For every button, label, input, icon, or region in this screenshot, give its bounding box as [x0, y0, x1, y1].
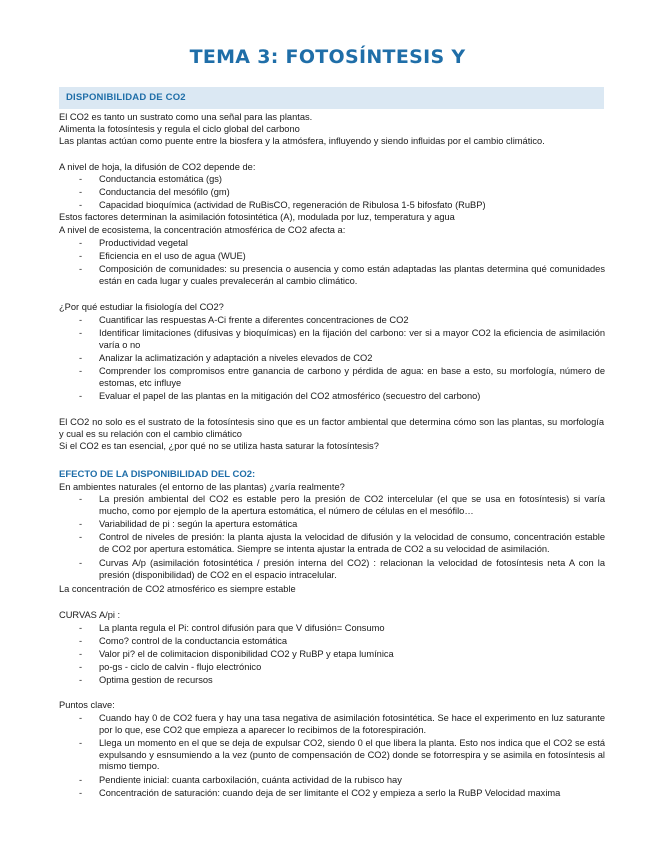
bullet-dash: - — [79, 623, 83, 633]
bullet-dash: - — [79, 675, 83, 685]
text-line: La concentración de CO2 atmosférico es siempre estable — [59, 584, 296, 594]
text-line: Estos factores determinan la asimilación fotosintética (A), modulada por luz, temperatura y agua — [59, 212, 455, 222]
list-item: Analizar la aclimatización y adaptación a niveles elevados de CO2 — [99, 353, 373, 363]
section-heading: EFECTO DE LA DISPONIBILIDAD DEL CO2: — [59, 469, 256, 480]
text-line: Las plantas actúan como puente entre la biosfera y la atmósfera, influyendo y siendo influidas por el cambio climático. — [59, 136, 545, 146]
list-item: Conductancia estomática (gs) — [99, 174, 222, 184]
bullet-dash: - — [79, 366, 83, 376]
list-item: Variabilidad de pi : según la apertura estomática — [99, 519, 298, 529]
bullet-dash: - — [79, 328, 83, 338]
text-line: A nivel de ecosistema, la concentración atmosférica de CO2 afecta a: — [59, 225, 346, 235]
text-line: El CO2 es tanto un sustrato como una señal para las plantas. — [59, 112, 313, 122]
list-item: La planta regula el Pi: control difusión para que V difusión= Consumo — [99, 623, 385, 633]
text-line: En ambientes naturales (el entorno de las plantas) ¿varía realmente? — [59, 482, 345, 492]
list-item: Capacidad bioquímica (actividad de RuBisCO, regeneración de Ribulosa 1-5 bifosfato (RuBP) — [99, 200, 486, 210]
list-item: Conductancia del mesófilo (gm) — [99, 187, 230, 197]
bullet-dash: - — [79, 662, 83, 672]
list-item: Optima gestion de recursos — [99, 675, 213, 685]
bullet-dash: - — [79, 775, 83, 785]
list-item: Curvas A/p (asimilación fotosintética / presión interna del CO2) : relacionan la velocidad de fotosíntesis neta A con la presión (disponibilidad) de CO2 en el espacio intracelular. — [99, 558, 605, 580]
text-line: ¿Por qué estudiar la fisiología del CO2? — [59, 302, 224, 312]
text-line: Alimenta la fotosíntesis y regula el ciclo global del carbono — [59, 124, 300, 134]
bullet-dash: - — [79, 251, 83, 261]
list-item: Valor pi? el de colimitacion disponibilidad CO2 y RuBP y etapa lumínica — [99, 649, 394, 659]
list-item: Pendiente inicial: cuanta carboxilación, cuánta actividad de la rubisco hay — [99, 775, 402, 785]
page-title: TEMA 3: FOTOSÍNTESIS Y — [189, 46, 466, 68]
list-item: Llega un momento en el que se deja de expulsar CO2, siendo 0 el que libera la planta. Esto nos indica que el CO2 se está expulsando y esnsumiendo a la vez (punto de compensación de CO2) donde se fotorrespira y se asimila en fotosíntesis al mismo tiempo. — [99, 738, 605, 771]
bullet-dash: - — [79, 187, 83, 197]
bullet-dash: - — [79, 200, 83, 210]
bullet-dash: - — [79, 174, 83, 184]
list-item: Como? control de la conductancia estomática — [99, 636, 288, 646]
bullet-dash: - — [79, 788, 83, 798]
list-item: Control de niveles de presión: la planta ajusta la velocidad de difusión y la velocidad de consumo, concentración estable de CO2 por apertura estomática. Siempre se intenta ajustar la entrada de CO2 a su velocidad de asimilación. — [99, 532, 605, 554]
list-item: Eficiencia en el uso de agua (WUE) — [99, 251, 246, 261]
list-item: Identificar limitaciones (difusivas y bioquímicas) en la fijación del carbono: ver si a mayor CO2 la eficiencia de asimilación varía o no — [99, 328, 605, 350]
list-item: Composición de comunidades: su presencia o ausencia y como están adaptadas las plantas determina qué comunidades están en cada lugar y cuales prevalecerán al cambio climático. — [99, 264, 605, 286]
bullet-dash: - — [79, 636, 83, 646]
bullet-dash: - — [79, 391, 83, 401]
bullet-dash: - — [79, 649, 83, 659]
text-line: A nivel de hoja, la difusión de CO2 depende de: — [59, 162, 256, 172]
text-line: CURVAS A/pi : — [59, 610, 121, 620]
list-item: po-gs - ciclo de calvin - flujo electrónico — [99, 662, 262, 672]
paragraph: El CO2 no solo es el sustrato de la fotosíntesis sino que es un factor ambiental que determina cómo son las plantas, su morfología y cual es su relación con el cambio climático — [59, 417, 604, 439]
text-line: Puntos clave: — [59, 700, 115, 710]
list-item: Comprender los compromisos entre ganancia de carbono y pérdida de agua: en base a esto, su morfología, número de estomas, etc influye — [99, 366, 605, 388]
bullet-dash: - — [79, 558, 83, 568]
bullet-dash: - — [79, 713, 83, 723]
section-heading: DISPONIBILIDAD DE CO2 — [66, 92, 186, 103]
bullet-dash: - — [79, 519, 83, 529]
bullet-dash: - — [79, 494, 83, 504]
bullet-dash: - — [79, 738, 83, 748]
list-item: Evaluar el papel de las plantas en la mitigación del CO2 atmosférico (secuestro del carbono) — [99, 391, 481, 401]
list-item: Cuantificar las respuestas A-Ci frente a diferentes concentraciones de CO2 — [99, 315, 409, 325]
list-item: Productividad vegetal — [99, 238, 188, 248]
list-item: Concentración de saturación: cuando deja de ser limitante el CO2 y empieza a serlo la RuBP Velocidad maxima — [99, 788, 561, 798]
bullet-dash: - — [79, 238, 83, 248]
bullet-dash: - — [79, 353, 83, 363]
list-item: Cuando hay 0 de CO2 fuera y hay una tasa negativa de asimilación fotosintética. Se hace el experimento en luz saturante por lo que, ese CO2 que empieza a aparecer lo recibimos de la fotorespiración. — [99, 713, 605, 735]
bullet-dash: - — [79, 264, 83, 274]
section-heading-bar — [59, 87, 604, 109]
text-line: Si el CO2 es tan esencial, ¿por qué no se utiliza hasta saturar la fotosíntesis? — [59, 441, 379, 451]
list-item: La presión ambiental del CO2 es estable pero la presión de CO2 intercelular (el que se usa en fotosíntesis) si varía mucho, como por ejemplo de la apertura estomática, el número de células en el mesófilo… — [99, 494, 605, 516]
bullet-dash: - — [79, 315, 83, 325]
bullet-dash: - — [79, 532, 83, 542]
